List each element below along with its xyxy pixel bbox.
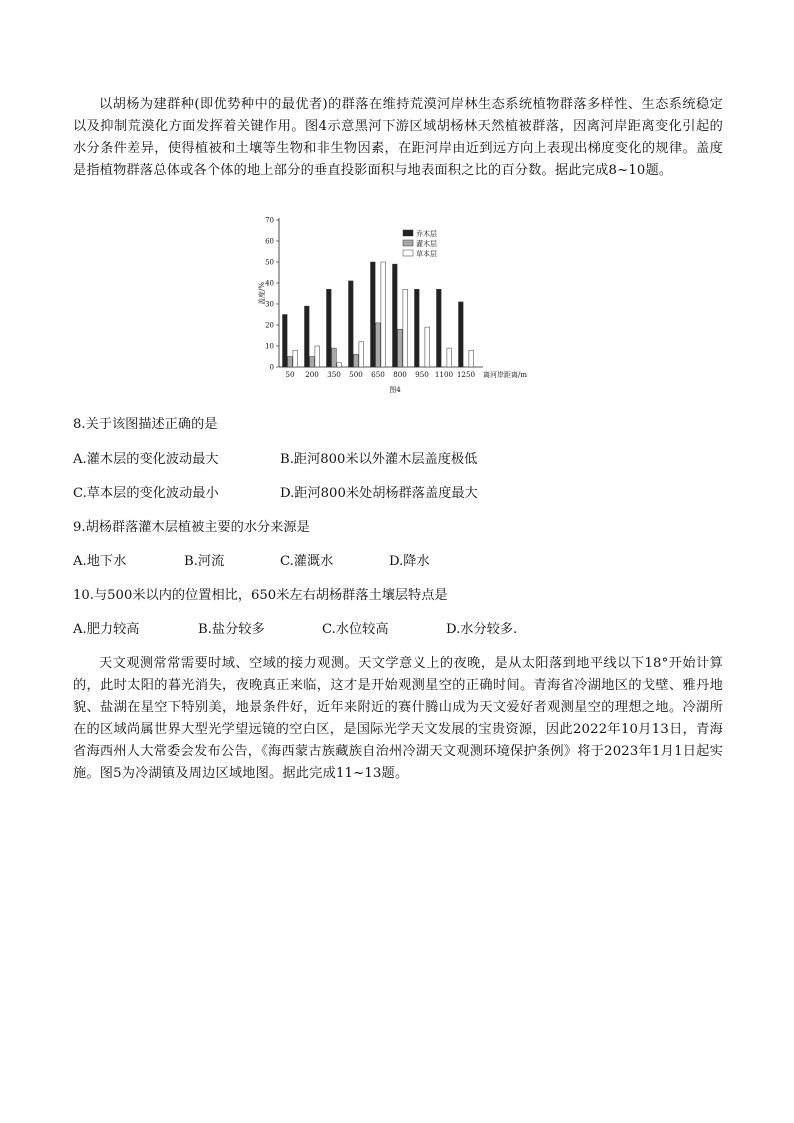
question-9-option-b: B.河流 [184, 554, 225, 569]
bar-chart-figure-4 [255, 212, 555, 397]
y-axis-label: 盖度/% [258, 281, 266, 306]
bar-2-350 [332, 348, 337, 367]
bar-2-800 [398, 329, 403, 367]
legend-swatch-2 [403, 240, 413, 246]
x-tick-label: 50 [285, 370, 295, 379]
x-tick-label: 950 [415, 370, 429, 379]
bar-1-1100 [437, 289, 442, 367]
question-8-option-a: A.灌木层的变化波动最大 [73, 452, 219, 467]
x-tick-label: 1100 [434, 370, 454, 379]
y-tick-label: 70 [265, 216, 274, 225]
y-tick-label: 0 [269, 363, 274, 372]
legend-swatch-1 [403, 230, 413, 236]
question-10-option-b: B.盐分较多 [198, 622, 265, 637]
question-10-option-a: A.肥力较高 [73, 622, 140, 637]
bar-3-200 [315, 346, 320, 367]
bar-1-200 [305, 306, 310, 367]
x-axis-label: 离河岸距离/m [483, 371, 527, 379]
bar-1-500 [349, 281, 354, 367]
question-9-option-a: A.地下水 [73, 554, 127, 569]
bar-3-800 [403, 289, 408, 367]
bar-1-50 [283, 315, 288, 368]
question-10-option-d: D.水分较多. [446, 622, 518, 637]
x-tick-label: 1250 [456, 370, 476, 379]
legend-label-1: 乔木层 [416, 230, 437, 238]
y-tick-label: 20 [265, 321, 274, 330]
intro-paragraph: 以胡杨为建群种(即优势种中的最优者)的群落在维持荒漠河岸林生态系统植物群落多样性、生态系统稳定以及抑制荒漠化方面发挥着关键作用。图4示意黑河下游区域胡杨林天然植被群落，因离河岸距离变化引起的水分条件差异，使得植被和土壤等生物和非生物因素，在距河岸由近到远方向上表现出梯度变化的规律。盖度是指植物群落总体或各个体的地上部分的垂直投影面积与地表面积之比的百分数。据此完成8~10题。 [73, 97, 723, 178]
bar-1-350 [327, 289, 332, 367]
question-9-option-d: D.降水 [389, 554, 430, 569]
question-9-option-c: C.灌溉水 [280, 554, 334, 569]
question-8-option-b: B.距河800米以外灌木层盖度极低 [280, 452, 478, 467]
bar-3-1250 [469, 350, 474, 367]
bar-3-650 [381, 262, 386, 367]
bar-3-50 [293, 350, 298, 367]
bar-3-350 [337, 363, 342, 367]
question-10-option-c: C.水位较高 [322, 622, 389, 637]
legend-label-3: 草本层 [416, 250, 437, 258]
bar-3-1100 [447, 348, 452, 367]
question-9-stem: 9.胡杨群落灌木层植被主要的水分来源是 [73, 520, 310, 535]
bar-1-950 [415, 289, 420, 367]
legend-label-2: 灌木层 [416, 240, 437, 248]
x-tick-label: 800 [393, 370, 407, 379]
bar-2-50 [288, 357, 293, 368]
bar-1-1250 [459, 302, 464, 367]
bar-2-200 [310, 357, 315, 368]
question-8-option-c: C.草本层的变化波动最小 [73, 486, 219, 501]
y-tick-label: 60 [265, 237, 274, 246]
bar-1-650 [371, 262, 376, 367]
bar-2-650 [376, 323, 381, 367]
legend-swatch-3 [403, 250, 413, 256]
y-tick-label: 10 [265, 342, 274, 351]
x-tick-label: 350 [327, 370, 341, 379]
y-tick-label: 50 [265, 258, 274, 267]
figure-caption: 图4 [389, 386, 401, 394]
question-8-option-d: D.距河800米处胡杨群落盖度最大 [280, 486, 478, 501]
x-tick-label: 650 [371, 370, 385, 379]
bar-1-800 [393, 264, 398, 367]
bar-3-950 [425, 327, 430, 367]
y-tick-label: 30 [265, 300, 274, 309]
bar-2-500 [354, 354, 359, 367]
bar-3-500 [359, 342, 364, 367]
x-tick-label: 500 [349, 370, 363, 379]
question-10-stem: 10.与500米以内的位置相比，650米左右胡杨群落土壤层特点是 [73, 588, 448, 603]
y-tick-label: 40 [265, 279, 274, 288]
x-tick-label: 200 [305, 370, 319, 379]
question-8-stem: 8.关于该图描述正确的是 [73, 417, 218, 432]
astronomy-paragraph: 天文观测常常需要时域、空域的接力观测。天文学意义上的夜晚，是从太阳落到地平线以下18°开始计算的，此时太阳的暮光消失，夜晚真正来临，这才是开始观测星空的正确时间。青海省冷湖地区的戈壁、雅丹地貌、盐湖在星空下特别美，地景条件好，近年来附近的赛什腾山成为天文爱好者观测星空的理想之地。冷湖所在的区域尚属世界大型光学望远镜的空白区，是国际光学天文发展的宝贵资源，因此2022年10月13日，青海省海西州人大常委会发布公告，《海西蒙古族藏族自治州冷湖天文观测环境保护条例》将于2023年1月1日起实施。图5为冷湖镇及周边区域地图。据此完成11~13题。 [73, 656, 723, 781]
